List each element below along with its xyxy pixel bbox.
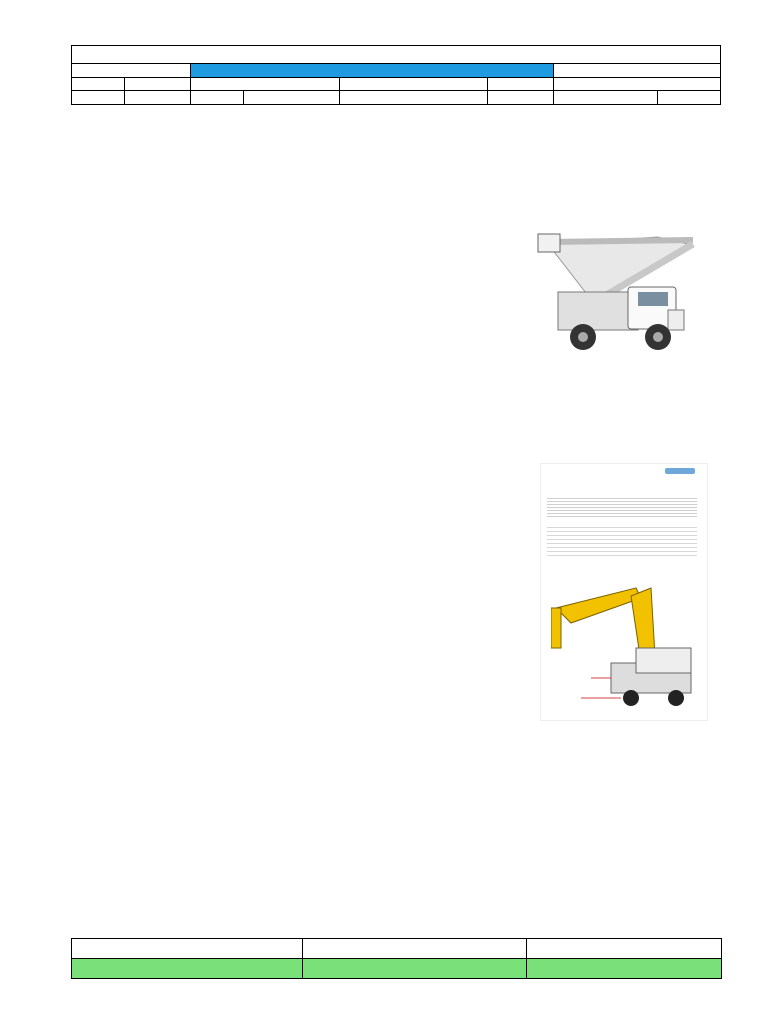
elaboro-field[interactable]: [554, 77, 721, 91]
fecha-field[interactable]: [125, 77, 191, 91]
header-table: [71, 45, 721, 105]
doc-logo-icon: [665, 468, 695, 474]
ubicacion-field[interactable]: [658, 91, 721, 105]
marca-field[interactable]: [125, 91, 191, 105]
vobo-sign-field[interactable]: [72, 939, 303, 959]
form-title: [191, 64, 554, 78]
signature-table: [71, 938, 722, 979]
apoyo-visual-image: [518, 182, 716, 414]
reviso-sign-field[interactable]: [527, 939, 722, 959]
supervisor-label: [303, 959, 527, 979]
elaboro-label: [488, 77, 554, 91]
marca-label: [72, 91, 125, 105]
reviso-label: [527, 959, 722, 979]
modelo-label: [191, 91, 244, 105]
crane-parts-diagram: [551, 568, 701, 718]
ubicacion-label: [554, 91, 658, 105]
partes-basicas-image: [518, 447, 716, 727]
fecha-label: [72, 77, 125, 91]
permiso-field[interactable]: [340, 77, 488, 91]
modelo-field[interactable]: [244, 91, 340, 105]
supervisor-sign-field[interactable]: [303, 939, 527, 959]
bucket-truck-illustration: [518, 182, 716, 414]
permiso-label: [191, 77, 340, 91]
vobo-label: [72, 959, 303, 979]
actividad-field[interactable]: [488, 91, 554, 105]
actividad-label: [340, 91, 488, 105]
